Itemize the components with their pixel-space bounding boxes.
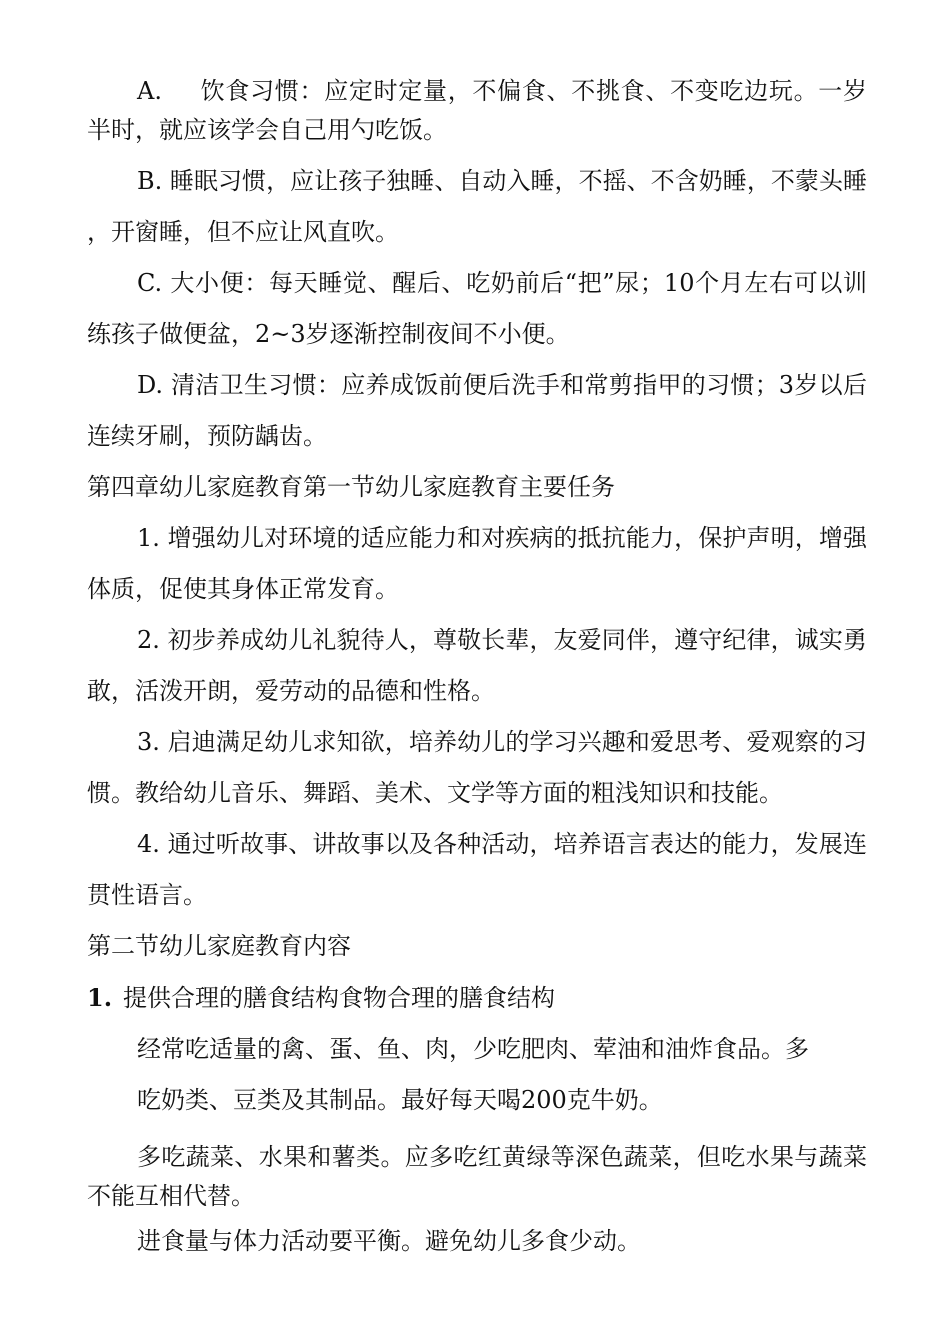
habit-a-paragraph — [87, 72, 867, 150]
diet-item-title: 提供合理的膳食结构食物合理的膳食结构 — [123, 984, 555, 1012]
diet-line-2: 吃奶类、豆类及其制品。最好每天喝200克牛奶。 — [137, 1086, 663, 1114]
task-1-paragraph: 1. 增强幼儿对环境的适应能力和对疾病的抵抗能力，保护声明，增强体质，促使其身体正常发育。 — [87, 524, 867, 603]
task-4-paragraph: 4. 通过听故事、讲故事以及各种活动，培养语言表达的能力，发展连贯性语言。 — [87, 830, 867, 909]
habit-c-paragraph: C. 大小便：每天睡觉、醒后、吃奶前后“把”尿；10个月左右可以训练孩子做便盆，2~3岁逐渐控制夜间不小便。 — [87, 269, 867, 348]
diet-paragraph-vegetables: 多吃蔬菜、水果和薯类。应多吃红黄绿等深色蔬菜，但吃水果与蔬菜不能互相代替。 — [87, 1143, 867, 1210]
habit-b-paragraph: B. 睡眠习惯，应让孩子独睡、自动入睡，不摇、不含奶睡，不蒙头睡，开窗睡，但不应让风直吹。 — [87, 167, 867, 246]
diet-item-number: 1. — [87, 983, 113, 1012]
task-2-paragraph: 2. 初步养成幼儿礼貌待人，尊敬长辈，友爱同伴，遵守纪律，诚实勇敢，活泼开朗，爱劳动的品德和性格。 — [87, 626, 867, 705]
task-3-paragraph: 3. 启迪满足幼儿求知欲，培养幼儿的学习兴趣和爱思考、爱观察的习惯。教给幼儿音乐、舞蹈、美术、文学等方面的粗浅知识和技能。 — [87, 728, 867, 807]
section-2-heading: 第二节幼儿家庭教育内容 — [87, 932, 351, 960]
chapter-4-heading: 第四章幼儿家庭教育第一节幼儿家庭教育主要任务 — [87, 473, 615, 501]
document-page — [87, 72, 867, 1267]
diet-paragraph-balance: 进食量与体力活动要平衡。避免幼儿多食少动。 — [137, 1227, 641, 1255]
habit-a-label: A. — [137, 77, 162, 105]
habit-a-text: 饮食习惯：应定时定量，不偏食、不挑食、不变吃边玩。一岁半时，就应该学会自己用勺吃饭。 — [87, 77, 867, 144]
habit-d-paragraph: D. 清洁卫生习惯：应养成饭前便后洗手和常剪指甲的习惯；3岁以后连续牙刷，预防龋齿。 — [87, 371, 867, 450]
diet-item-heading — [87, 972, 867, 1024]
diet-line-1: 经常吃适量的禽、蛋、鱼、肉，少吃肥肉、荤油和油炸食品。多 — [137, 1035, 809, 1063]
